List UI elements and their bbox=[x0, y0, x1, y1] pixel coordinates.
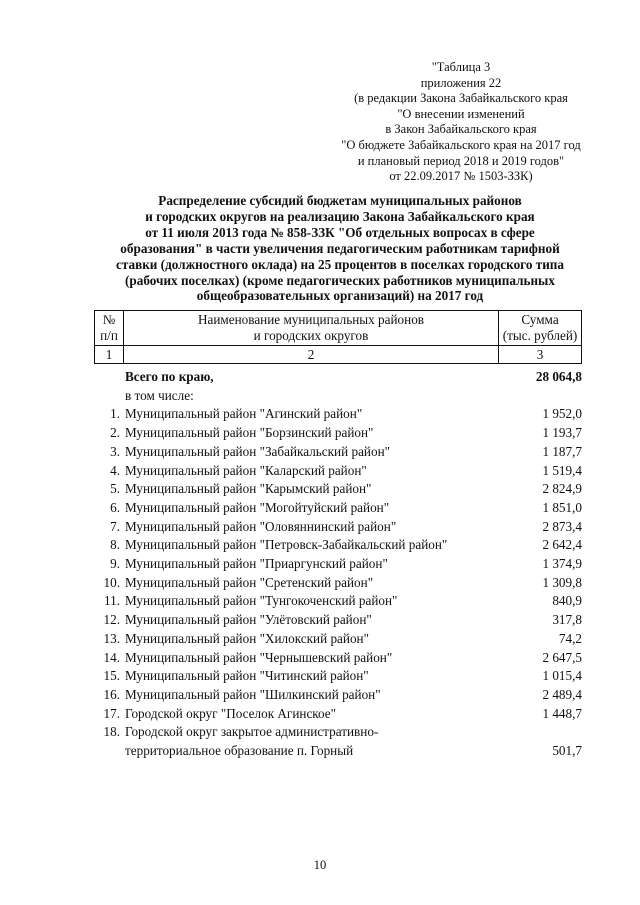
row-name: Муниципальный район "Хилокский район" bbox=[125, 630, 369, 646]
row-value: 1 374,9 bbox=[542, 556, 582, 572]
row-number: 11. bbox=[104, 593, 120, 609]
row-number: 16. bbox=[103, 686, 120, 702]
table-row bbox=[94, 611, 582, 630]
row-name: Муниципальный район "Шилкинский район" bbox=[125, 686, 381, 702]
title-line: общеобразовательных организаций) на 2017 год bbox=[196, 288, 484, 304]
row-name: Муниципальный район "Могойтуйский район" bbox=[125, 499, 390, 515]
row-name: Муниципальный район "Приаргунский район" bbox=[125, 556, 388, 572]
row-value: 1 952,0 bbox=[542, 406, 582, 422]
table-row bbox=[94, 723, 582, 742]
header-line: в Закон Забайкальского края bbox=[385, 122, 537, 137]
row-number: 12. bbox=[103, 612, 120, 628]
row-name: территориальное образование п. Горный bbox=[125, 743, 354, 759]
document-title bbox=[100, 193, 580, 304]
row-value: 1 851,0 bbox=[542, 499, 582, 515]
header-line: "Таблица 3 bbox=[431, 60, 491, 74]
header-line: приложения 22 bbox=[420, 75, 502, 90]
header-num-line1: № bbox=[102, 312, 116, 327]
row-value: 74,2 bbox=[558, 630, 582, 646]
row-value: 1 187,7 bbox=[542, 443, 582, 459]
row-value: 2 647,5 bbox=[542, 649, 582, 665]
header-sum-line2: (тыс. рублей) bbox=[502, 328, 578, 343]
row-number: 13. bbox=[103, 630, 120, 646]
row-value: 2 824,9 bbox=[542, 481, 582, 497]
row-number: 10. bbox=[103, 574, 120, 590]
row-number: 8. bbox=[110, 537, 120, 553]
page-number: 10 bbox=[313, 858, 327, 872]
row-value: 1 448,7 bbox=[542, 705, 582, 721]
row-value: 1 193,7 bbox=[542, 425, 582, 441]
table-row bbox=[94, 480, 582, 499]
row-name: Муниципальный район "Агинский район" bbox=[125, 406, 363, 422]
total-sublabel: в том числе: bbox=[125, 387, 194, 403]
row-number: 18. bbox=[103, 724, 120, 740]
title-line: от 11 июля 2013 года № 858-ЗЗК "Об отдельных вопросах в сфере bbox=[145, 224, 535, 240]
row-name: Муниципальный район "Каларский район" bbox=[125, 462, 367, 478]
row-value: 501,7 bbox=[552, 743, 582, 759]
row-name: Муниципальный район "Оловяннинский район" bbox=[125, 518, 397, 534]
total-row bbox=[94, 368, 582, 387]
column-number: 3 bbox=[499, 346, 582, 364]
total-label: Всего по краю, bbox=[125, 369, 214, 384]
title-line: и городских округов на реализацию Закона Забайкальского края bbox=[145, 208, 535, 224]
row-value: 2 489,4 bbox=[542, 686, 582, 702]
total-value: 28 064,8 bbox=[535, 369, 582, 384]
row-number: 2. bbox=[110, 425, 120, 441]
table-header-row bbox=[95, 311, 582, 346]
row-name: Муниципальный район "Карымский район" bbox=[125, 481, 372, 497]
row-number: 7. bbox=[110, 518, 120, 534]
row-value: 840,9 bbox=[552, 593, 582, 609]
table-row bbox=[94, 405, 582, 424]
table-body bbox=[94, 368, 582, 761]
column-number-row bbox=[95, 346, 582, 364]
table-row bbox=[94, 649, 582, 668]
row-name: Муниципальный район "Забайкальский район" bbox=[125, 443, 391, 459]
row-name: Муниципальный район "Улётовский район" bbox=[125, 612, 372, 628]
row-number: 14. bbox=[103, 649, 120, 665]
row-name: Муниципальный район "Читинский район" bbox=[125, 668, 369, 684]
table-row bbox=[94, 592, 582, 611]
row-value: 1 309,8 bbox=[542, 574, 582, 590]
column-number: 1 bbox=[95, 346, 124, 364]
row-number: 15. bbox=[103, 668, 120, 684]
header-sum-line1: Сумма bbox=[521, 312, 559, 327]
row-value: 2 873,4 bbox=[542, 518, 582, 534]
row-number: 17. bbox=[103, 705, 120, 721]
title-line: образования" в части увеличения педагогическим работникам тарифной bbox=[120, 240, 560, 256]
header-line: "О бюджете Забайкальского края на 2017 год bbox=[341, 137, 581, 152]
row-value: 2 642,4 bbox=[542, 537, 582, 553]
appendix-header bbox=[330, 60, 592, 185]
row-value: 1 015,4 bbox=[542, 668, 582, 684]
row-number: 9. bbox=[110, 556, 120, 572]
table-row bbox=[94, 630, 582, 649]
total-subtitle-row bbox=[94, 387, 582, 406]
header-sum bbox=[499, 311, 582, 346]
table-row bbox=[94, 462, 582, 481]
row-number: 6. bbox=[110, 499, 120, 515]
header-line: и плановый период 2018 и 2019 годов" bbox=[357, 153, 565, 168]
row-number: 5. bbox=[110, 481, 120, 497]
title-line: ставки (должностного оклада) на 25 процентов в поселках городского типа bbox=[115, 256, 564, 272]
row-name: Муниципальный район "Петровск-Забайкальский район" bbox=[125, 537, 448, 553]
row-number: 3. bbox=[110, 443, 120, 459]
header-line: (в редакции Закона Забайкальского края bbox=[354, 91, 568, 106]
row-name: Городской округ закрытое административно- bbox=[125, 724, 379, 740]
table-row bbox=[94, 518, 582, 537]
row-number: 4. bbox=[110, 462, 120, 478]
row-name: Муниципальный район "Чернышевский район" bbox=[125, 649, 393, 665]
header-name bbox=[124, 311, 499, 346]
table-header bbox=[94, 310, 582, 364]
table-row bbox=[94, 555, 582, 574]
header-num-line2: п/п bbox=[100, 328, 118, 343]
row-value: 1 519,4 bbox=[542, 462, 582, 478]
table-row bbox=[94, 536, 582, 555]
header-name-line2: и городских округов bbox=[253, 328, 369, 343]
header-line: "О внесении изменений bbox=[397, 106, 525, 121]
table-row bbox=[94, 705, 582, 724]
column-number: 2 bbox=[124, 346, 499, 364]
row-name: Муниципальный район "Борзинский район" bbox=[125, 425, 374, 441]
table-row bbox=[94, 443, 582, 462]
row-value: 317,8 bbox=[552, 612, 582, 628]
row-name: Городской округ "Поселок Агинское" bbox=[125, 705, 337, 721]
table-row bbox=[94, 574, 582, 593]
table-row bbox=[94, 424, 582, 443]
row-name: Муниципальный район "Тунгокоченский район" bbox=[125, 593, 398, 609]
table-row-continuation bbox=[94, 742, 582, 761]
table-row bbox=[94, 667, 582, 686]
header-num bbox=[95, 311, 124, 346]
title-line: Распределение субсидий бюджетам муниципальных районов bbox=[158, 193, 522, 208]
title-line: (рабочих поселках) (кроме педагогических работников муниципальных bbox=[125, 272, 555, 288]
row-number: 1. bbox=[110, 406, 120, 422]
row-name: Муниципальный район "Сретенский район" bbox=[125, 574, 374, 590]
header-name-line1: Наименование муниципальных районов bbox=[197, 312, 425, 327]
table-row bbox=[94, 499, 582, 518]
table-row bbox=[94, 686, 582, 705]
header-line: от 22.09.2017 № 1503-ЗЗК) bbox=[389, 169, 533, 184]
